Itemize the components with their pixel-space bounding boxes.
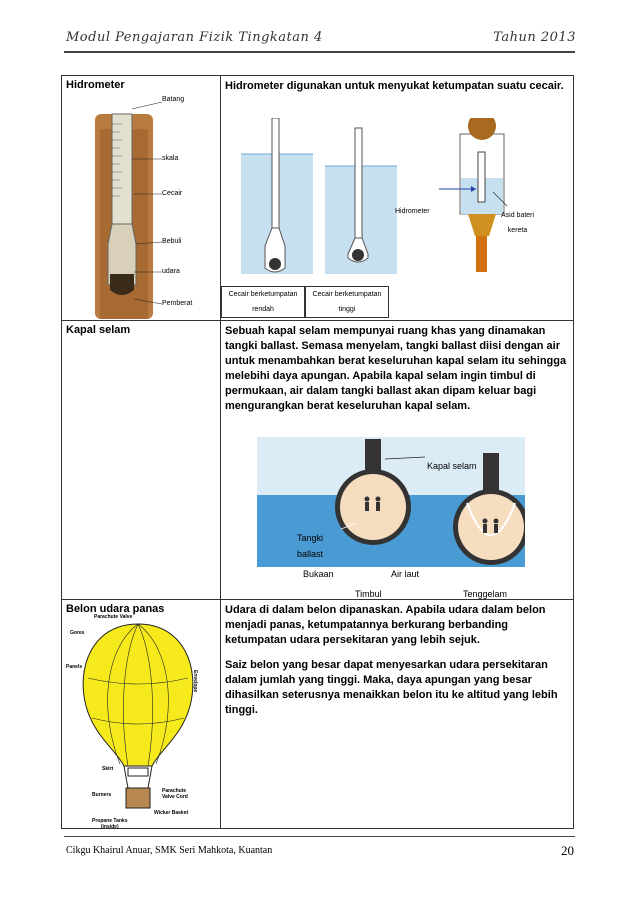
label-skirt: Skirt — [102, 766, 114, 772]
header-right: Tahun 2013 — [493, 30, 576, 45]
description-text: Sebuah kapal selam mempunyai ruang khas yang dinamakan tangki ballast. Semasa menyelam, tangki ballast diisi dengan air untuk menambahkan berat keseluruhan kapal selam itu sehingga melebihi daya apungan. Apabila kapal selam ingin timbul di permukaan, air dalam tangki ballast akan dipam keluar bagi mengurangkan berat keseluruhan kapal selam. — [225, 325, 567, 412]
label-cecair: Cecair — [162, 190, 183, 197]
caption-line: Tangki — [297, 533, 324, 543]
page-number: 20 — [561, 843, 574, 858]
hydrometer-cylinder-illustration — [62, 94, 212, 319]
caption-line: Cecair berketumpatan — [312, 291, 382, 298]
caption-line: Parachute — [162, 788, 187, 794]
footer-rule — [64, 836, 575, 837]
label-bebuli: Bebuli — [162, 238, 182, 245]
table-row — [62, 321, 574, 600]
table-row — [62, 600, 574, 829]
table-row — [62, 76, 574, 321]
caption-line: Propane Tanks — [92, 818, 128, 824]
low-density-caption — [221, 286, 305, 318]
header-left: Modul Pengajaran Fizik Tingkatan 4 — [66, 30, 323, 45]
description-paragraph-2: Saiz belon yang besar dapat menyesarkan udara persekitaran dalam jumlah yang tinggi. Maka, daya apungan yang besar dihasilkan seterusnya menaikkan belon itu ke altitud yang lebih tinggi. — [225, 659, 558, 716]
term-cell — [62, 76, 221, 321]
label-bukaan: Bukaan — [303, 569, 334, 579]
label-panels: Panels — [66, 664, 83, 670]
label-envelope: Envelope — [192, 670, 198, 693]
label-propane-tanks — [92, 818, 127, 830]
caption-line: Valve Cord — [162, 794, 188, 800]
caption-line: tinggi — [338, 306, 356, 313]
label-timbul: Timbul — [355, 589, 382, 599]
term-cell — [62, 600, 221, 829]
caption-line: kereta — [507, 227, 528, 234]
footer-author: Cikgu Khairul Anuar, SMK Seri Mahkota, Kuantan — [66, 845, 273, 856]
label-hidrometer: Hidrometer — [395, 208, 430, 215]
label-kapal-selam: Kapal selam — [427, 461, 477, 471]
caption-line: Asid bateri — [501, 212, 535, 219]
label-burners: Burners — [92, 792, 112, 798]
content-table — [61, 75, 574, 829]
term-label: Hidrometer — [66, 79, 125, 91]
caption-line: ballast — [297, 549, 324, 559]
label-pemberat: Pemberat — [162, 300, 193, 307]
caption-line: (inside) — [100, 824, 119, 830]
caption-line: rendah — [252, 306, 274, 313]
label-batang: Batang — [162, 96, 185, 103]
label-tangki-ballast — [297, 530, 323, 562]
label-parachute-valve-cord — [162, 788, 188, 800]
caption-line: Cecair berketumpatan — [228, 291, 298, 298]
hot-air-balloon-illustration — [62, 618, 212, 818]
high-density-caption — [305, 286, 389, 318]
label-skala: skala — [162, 155, 179, 162]
description-cell — [221, 600, 574, 829]
label-gores: Gores — [70, 630, 85, 636]
label-asid-bateri — [501, 208, 534, 238]
description-text: Hidrometer digunakan untuk menyukat ketumpatan suatu cecair. — [225, 80, 564, 92]
term-label: Belon udara panas — [66, 603, 165, 615]
label-udara: udara — [162, 268, 180, 275]
description-cell — [221, 321, 574, 600]
description-cell — [221, 76, 574, 321]
label-wicker-basket: Wicker Basket — [154, 810, 189, 816]
label-tenggelam: Tenggelam — [463, 589, 508, 599]
term-cell — [62, 321, 221, 600]
label-parachute-valve: Parachute Valve — [94, 614, 133, 620]
label-air-laut: Air laut — [391, 569, 420, 579]
description-paragraph-1: Udara di dalam belon dipanaskan. Apabila udara dalam belon menjadi panas, ketumpatannya berkurang berbanding ketumpatan udara persekitaran yang lebih sejuk. — [225, 604, 546, 646]
term-label: Kapal selam — [66, 324, 131, 336]
header-rule — [64, 51, 575, 53]
